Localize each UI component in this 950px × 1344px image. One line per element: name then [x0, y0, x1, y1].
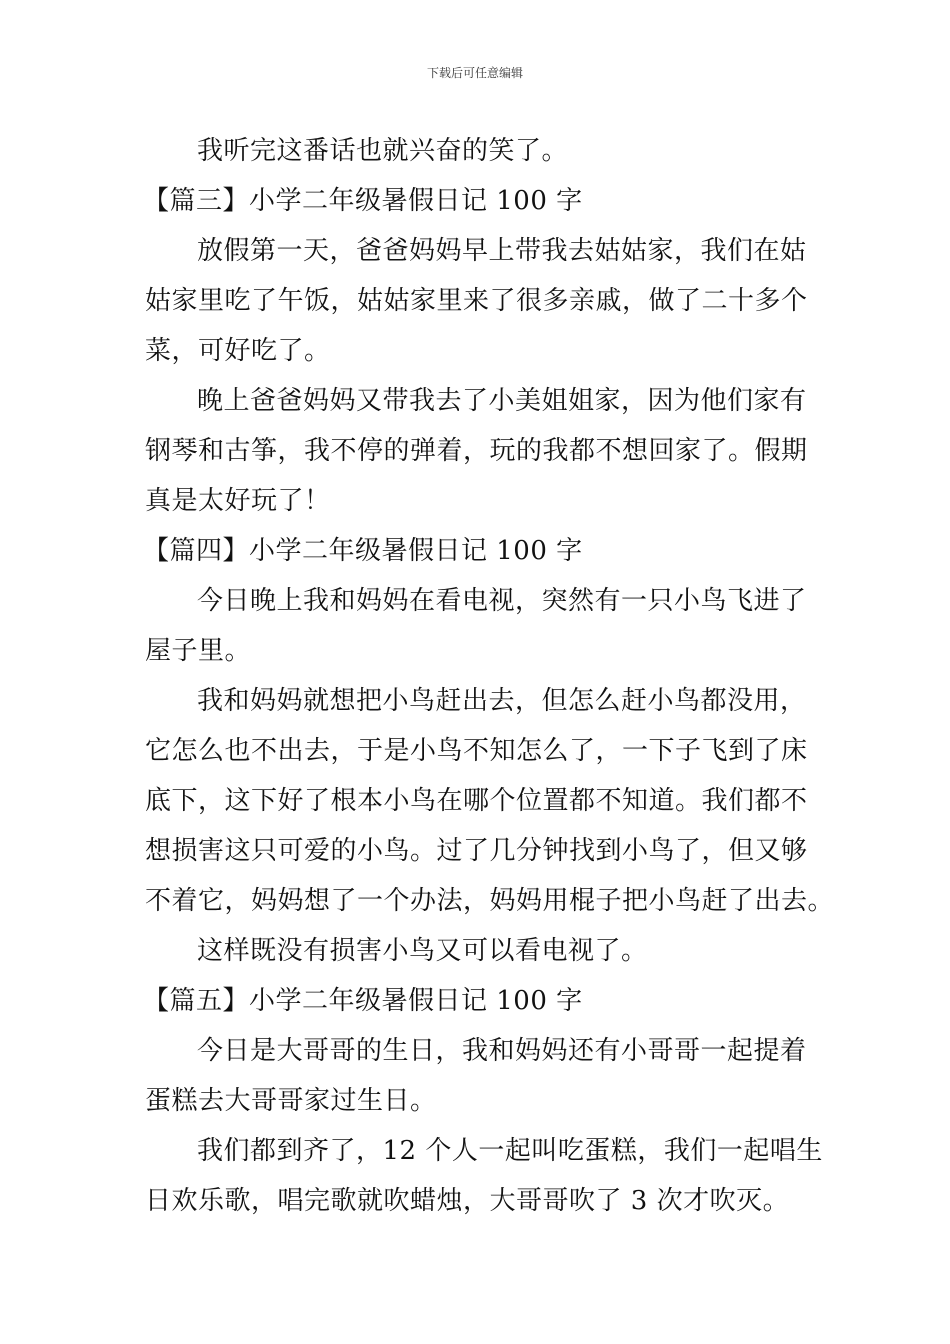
text-line: 今日是大哥哥的生日，我和妈妈还有小哥哥一起提着: [197, 1036, 807, 1066]
text-line: 它怎么也不出去，于是小鸟不知怎么了，一下子飞到了床: [145, 736, 808, 766]
text-line: 晚上爸爸妈妈又带我去了小美姐姐家，因为他们家有: [197, 386, 807, 416]
text-line: 想损害这只可爱的小鸟。过了几分钟找到小鸟了，但又够: [145, 836, 808, 866]
section-heading: 【篇三】小学二年级暑假日记 100 字: [143, 186, 583, 216]
text-line: 放假第一天，爸爸妈妈早上带我去姑姑家，我们在姑: [197, 236, 807, 266]
text-line: 不着它，妈妈想了一个办法，妈妈用棍子把小鸟赶了出去。: [145, 886, 835, 916]
text-line: 姑家里吃了午饭，姑姑家里来了很多亲戚，做了二十多个: [145, 286, 808, 316]
text-line: 蛋糕去大哥哥家过生日。: [145, 1086, 437, 1116]
text-line: 真是太好玩了！: [145, 486, 331, 516]
text-line: 钢琴和古筝，我不停的弹着，玩的我都不想回家了。假期: [145, 436, 808, 466]
section-heading: 【篇四】小学二年级暑假日记 100 字: [143, 536, 583, 566]
text-line: 这样既没有损害小鸟又可以看电视了。: [197, 936, 648, 966]
document-body: [143, 126, 835, 1226]
section-heading: 【篇五】小学二年级暑假日记 100 字: [143, 986, 583, 1016]
text-line: 我们都到齐了，12 个人一起叫吃蛋糕，我们一起唱生: [197, 1136, 823, 1166]
text-line: 我听完这番话也就兴奋的笑了。: [197, 136, 569, 166]
text-line: 屋子里。: [145, 636, 252, 666]
page-header-note: 下载后可任意编辑: [426, 66, 523, 80]
text-line: 底下，这下好了根本小鸟在哪个位置都不知道。我们都不: [145, 786, 808, 816]
text-line: 我和妈妈就想把小鸟赶出去，但怎么赶小鸟都没用，: [197, 686, 807, 716]
text-line: 今日晚上我和妈妈在看电视，突然有一只小鸟飞进了: [197, 586, 807, 616]
text-line: 菜，可好吃了。: [145, 336, 331, 366]
text-line: 日欢乐歌，唱完歌就吹蜡烛，大哥哥吹了 3 次才吹灭。: [145, 1186, 790, 1216]
